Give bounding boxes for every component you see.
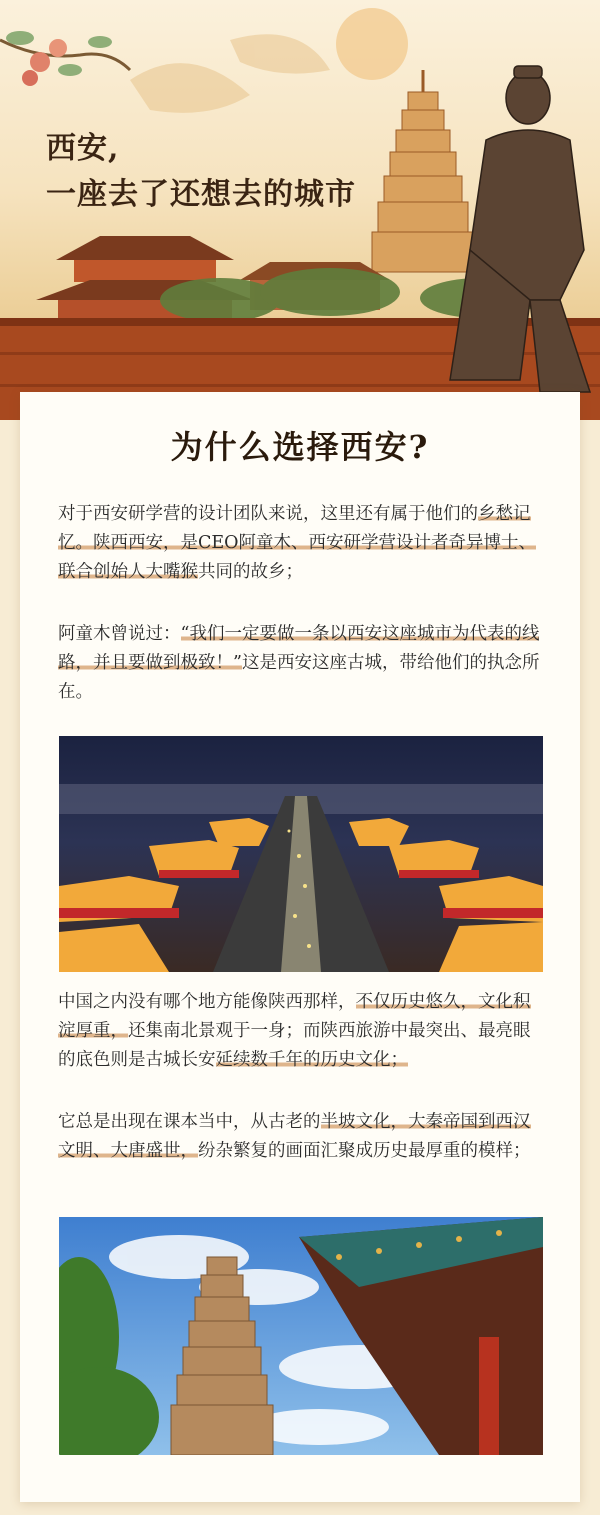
hero-title-line1: 西安, <box>46 131 120 166</box>
paragraph-1-highlight: 乡愁记忆。陕西西安，是CEO阿童木、西安研学营设计者奇异博士、联合创始人大嘴猴 <box>58 504 537 582</box>
paragraph-2-highlight: “我们一定要做一条以西安这座城市为代表的线路，并且要做到极致！” <box>58 624 540 673</box>
hero-title <box>46 126 356 218</box>
paragraph-3-highlight-1: 不仅历史悠久，文化积淀厚重， <box>58 992 531 1041</box>
night-city-photo <box>59 736 543 972</box>
hero-title-line2: 一座去了还想去的城市 <box>46 177 356 212</box>
paragraph-1 <box>58 500 544 587</box>
hero-banner <box>0 0 600 420</box>
paragraph-2-text-c: 这是西安这座古城，带给他们的执念所在。 <box>58 653 540 702</box>
paragraph-1-text-a: 对于西安研学营的设计团队来说，这里还有属于他们的 <box>58 504 478 524</box>
paragraph-1-text-c: 共同的故乡； <box>198 562 303 582</box>
section-heading: 为什么选择西安? <box>170 428 430 466</box>
content-card <box>20 392 580 1502</box>
paragraph-2-text-a: 阿童木曾说过： <box>58 624 181 644</box>
peach-branch-illustration <box>0 31 130 86</box>
paragraph-3-text-a: 中国之内没有哪个地方能像陕西那样， <box>58 992 356 1012</box>
paragraph-3-highlight-2: 延续数千年的历史文化； <box>215 1050 408 1070</box>
paragraph-4-text-c: 纷杂繁复的画面汇聚成历史最厚重的模样； <box>198 1141 531 1161</box>
paragraph-4-text-a: 它总是出现在课本当中，从古老的 <box>58 1112 321 1132</box>
paragraph-4 <box>58 1108 544 1166</box>
paragraph-3-text-c: 还集南北景观于一身；而陕西旅游中最突出、最亮眼的底色则是古城长安 <box>58 1021 531 1070</box>
pagoda-eaves-photo <box>59 1217 543 1455</box>
terracotta-warrior-illustration <box>450 66 590 392</box>
paragraph-2 <box>58 620 544 707</box>
pagoda-illustration <box>372 70 474 272</box>
paragraph-3 <box>58 988 544 1075</box>
paragraph-4-highlight: 半坡文化，大秦帝国到西汉文明、大唐盛世， <box>58 1112 531 1161</box>
